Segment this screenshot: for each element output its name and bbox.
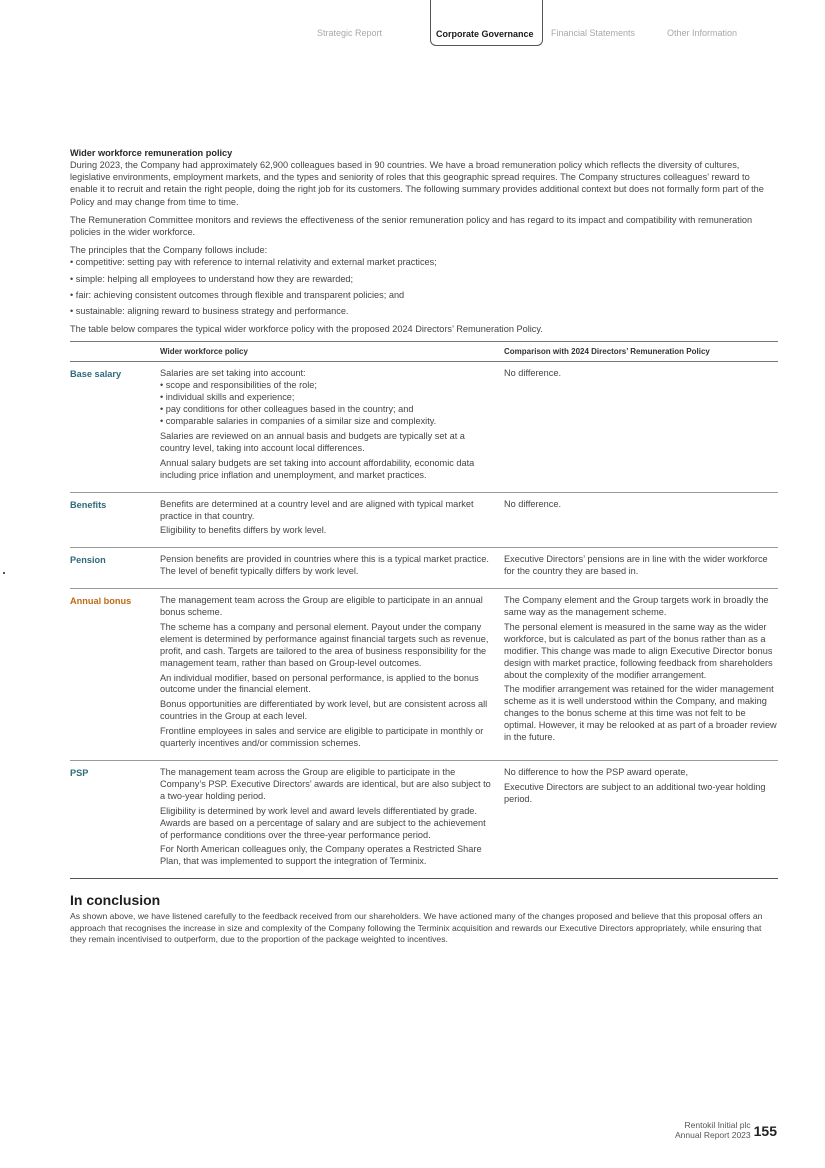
footer-company: Rentokil Initial plc — [684, 1120, 751, 1130]
comparison-text: The Company element and the Group targets work in broadly the same way as the management scheme. — [504, 595, 769, 618]
comparison-text: No difference. — [504, 368, 562, 379]
margin-mark — [3, 572, 5, 574]
comparison-cell — [504, 761, 778, 879]
policy-cell — [160, 492, 504, 548]
policy-cell — [160, 362, 504, 492]
policy-text: The scheme has a company and personal element. Payout under the company element is determined by performance against financial targets such as revenue, profit, and cash. Targets are tailored to the area of business responsibility for the management team, rather than based on Group-level outcomes. — [160, 621, 489, 668]
intro-paragraph-2: The Remuneration Committee monitors and reviews the effectiveness of the senior remuneration policy and has regard to its impact and compatibility with remuneration policies in the wider workforce. — [70, 214, 753, 238]
header-wider-workforce: Wider workforce policy — [160, 342, 504, 362]
policy-text: For North American colleagues only, the Company operates a Restricted Share Plan, that was implemented to support the integration of Terminix. — [160, 844, 482, 867]
policy-text: The management team across the Group are eligible to participate in an annual bonus scheme. — [160, 595, 483, 618]
section-nav — [300, 0, 770, 46]
tab-corporate-governance[interactable]: Corporate Governance — [430, 0, 543, 46]
tab-other-information[interactable]: Other Information — [667, 28, 738, 38]
policy-text: Eligibility to benefits differs by work level. — [160, 525, 327, 536]
comparison-text: The modifier arrangement was retained for the wider management scheme as it is well understood within the Company, and making changes to the bonus scheme at this time was not felt to be optimal. However, it may be relooked at as part of a broader review in the future. — [504, 684, 777, 743]
table-row — [70, 589, 778, 761]
policy-text: Bonus opportunities are differentiated by work level, but are consistent across all countries in the Group at each level. — [160, 699, 488, 722]
policy-list-item: • scope and responsibilities of the role; — [160, 380, 317, 391]
comparison-cell — [504, 362, 778, 492]
principles-intro: The principles that the Company follows include: — [70, 245, 268, 256]
policy-text: Pension benefits are provided in countries where this is a typical market practice. The level of benefit typically differs by work level. — [160, 554, 489, 577]
policy-text: Eligibility is determined by work level and award levels differentiated by grade. Awards are based on a percentage of salary and are subject to the achievement of performance conditions over the three-year performance period. — [160, 805, 486, 840]
comparison-cell — [504, 492, 778, 548]
table-row — [70, 761, 778, 879]
policy-text — [160, 368, 494, 428]
policy-text: Annual salary budgets are set taking into account affordability, economic data including price inflation and unemployment, and market practices. — [160, 457, 475, 480]
policy-text: Salaries are reviewed on an annual basis and budgets are typically set at a country level, taking into account local differences. — [160, 430, 465, 453]
principles-list — [70, 256, 778, 317]
policy-text: Benefits are determined at a country level and are aligned with typical market practice in that country. — [160, 498, 474, 521]
section-title: Wider workforce remuneration policy — [70, 148, 233, 158]
policy-comparison-table — [70, 341, 778, 879]
policy-text: Frontline employees in sales and service are eligible to participate in monthly or quarterly incentives and/or commission schemes. — [160, 726, 484, 749]
table-intro: The table below compares the typical wider workforce policy with the proposed 2024 Directors’ Remuneration Policy. — [70, 324, 543, 335]
table-row — [70, 548, 778, 589]
policy-cell — [160, 589, 504, 761]
conclusion-text: As shown above, we have listened carefully to the feedback received from our shareholders. We have actioned many of the changes proposed and believe that this proposal offers an approach that recognises the increase in size and complexity of the Company following the Terminix acquisition and rewards our Executive Directors appropriately, while ensuring that they remain incentivised to outperform, due to the proportion of the package weighted to incentives. — [70, 911, 763, 945]
row-label-base-salary: Base salary — [70, 362, 160, 492]
page-footer — [675, 1120, 777, 1140]
policy-cell — [160, 761, 504, 879]
row-label-annual-bonus: Annual bonus — [70, 589, 160, 761]
policy-text: The management team across the Group are eligible to participate in the Company’s PSP. Executive Directors’ awards are identical, but are also subject to a two-year holding period. — [160, 767, 491, 801]
comparison-text: No difference. — [504, 498, 562, 509]
policy-cell — [160, 548, 504, 589]
row-label-pension: Pension — [70, 548, 160, 589]
principle-item: • competitive: setting pay with reference to internal relativity and external market practices; — [70, 257, 437, 268]
policy-text: An individual modifier, based on personal performance, is applied to the bonus outcome under the financial element. — [160, 672, 479, 695]
table-row — [70, 362, 778, 492]
row-label-psp: PSP — [70, 761, 160, 879]
policy-list-item: • pay conditions for other colleagues based in the country; and — [160, 404, 414, 415]
tab-financial-statements[interactable]: Financial Statements — [551, 28, 636, 38]
principle-item: • simple: helping all employees to understand how they are rewarded; — [70, 273, 354, 284]
comparison-cell — [504, 589, 778, 761]
table-row — [70, 492, 778, 548]
policy-list-item: • comparable salaries in companies of a similar size and complexity. — [160, 416, 437, 427]
conclusion-heading: In conclusion — [70, 892, 161, 909]
row-label-benefits: Benefits — [70, 492, 160, 548]
footer-report: Annual Report 2023 — [675, 1130, 751, 1140]
page-content — [70, 147, 778, 946]
comparison-text: Executive Directors’ pensions are in line with the wider workforce for the country they are based in. — [504, 554, 768, 577]
intro-paragraph-1: During 2023, the Company had approximately 62,900 colleagues based in 90 countries. We have a broad remuneration policy which reflects the diversity of cultures, legislative environments, employment markets, and the types and seniority of roles that this geographic spread requires. The Company structures colleagues’ reward to enable it to recruit and retain the right people, doing the right job for its customers. The following summary provides additional context but does not formally form part of the Policy and may change from time to time. — [70, 160, 764, 207]
header-label — [70, 342, 160, 362]
page-number: 155 — [753, 1123, 777, 1139]
header-comparison: Comparison with 2024 Directors’ Remuneration Policy — [504, 342, 778, 362]
policy-list-item: • individual skills and experience; — [160, 392, 295, 403]
comparison-cell — [504, 548, 778, 589]
principle-item: • fair: achieving consistent outcomes through flexible and transparent policies; and — [70, 289, 405, 300]
table-header-row — [70, 342, 778, 362]
footer-publication — [675, 1120, 751, 1140]
tab-strategic-report[interactable]: Strategic Report — [317, 28, 383, 38]
policy-line: Salaries are set taking into account: — [160, 368, 306, 379]
comparison-text: The personal element is measured in the same way as the wider workforce, but is calculated as part of the bonus rather than as a modifier. This change was made to align Executive Director bonus design with market practice, following feedback from shareholders about the complexity of the modifier arrangement. — [504, 621, 773, 680]
comparison-text: No difference to how the PSP award operate, — [504, 767, 689, 777]
comparison-text: Executive Directors are subject to an additional two-year holding period. — [504, 781, 766, 804]
principle-item: • sustainable: aligning reward to business strategy and performance. — [70, 306, 349, 317]
